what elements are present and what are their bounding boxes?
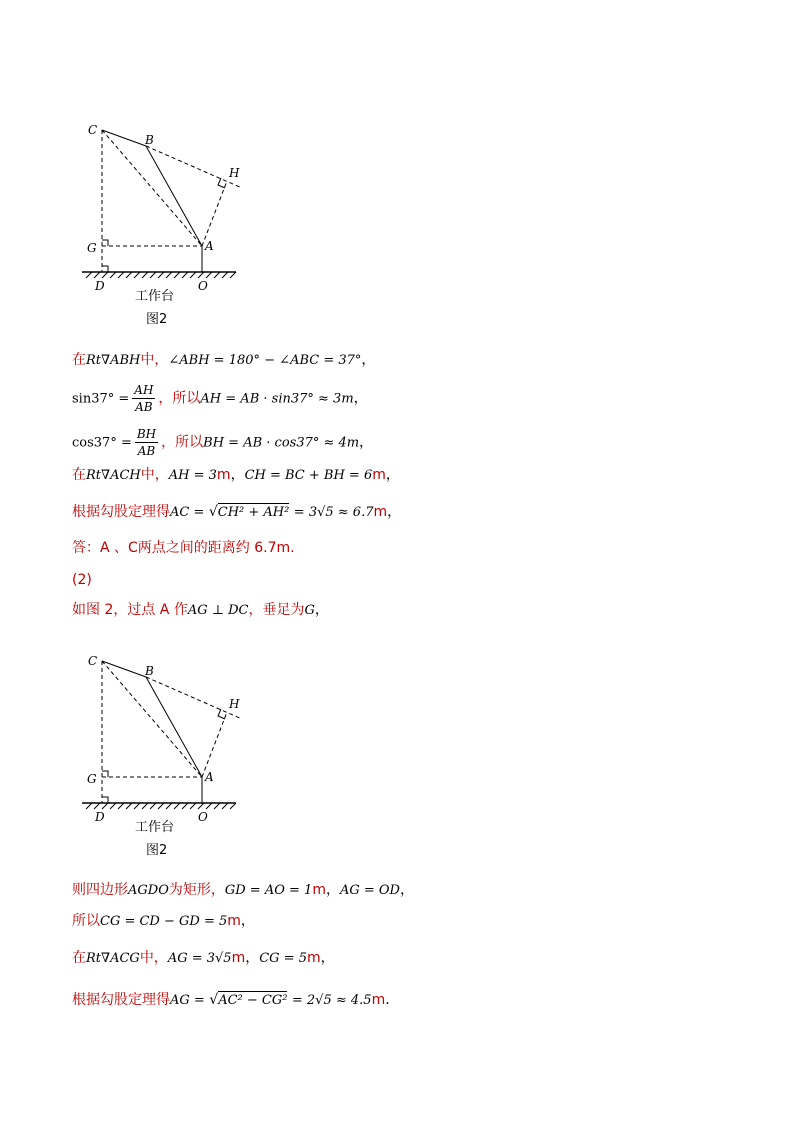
label-a: A [205, 770, 214, 784]
solution-line-3: cos37° = $\frac{BH}{AB}$ ，所以BH = AB · cos37° ≈ 4m， [72, 427, 374, 458]
label-o: O [198, 279, 208, 293]
part2-line-3: 所以CG = CD − GD = 5m， [72, 913, 255, 929]
part-2-header: (2) [72, 572, 92, 588]
answer-line: 答：A 、C两点之间的距离约 6.7m. [72, 540, 295, 556]
label-g: G [87, 772, 97, 786]
segment-bh [146, 146, 242, 188]
part2-line-4: 在Rt∇ACG中，AG = 3√5m，CG = 5m， [72, 950, 335, 966]
label-g: G [87, 241, 97, 255]
label-o: O [198, 810, 208, 824]
geometry-diagram-1 [60, 118, 260, 328]
label-d: D [95, 279, 105, 293]
platform-label: 工作台 [135, 289, 175, 304]
label-c: C [88, 123, 98, 137]
hatched-ground [82, 272, 236, 278]
solution-line-4: 在Rt∇ACH中，AH = 3m，CH = BC + BH = 6m， [72, 467, 400, 483]
segment-ca [102, 661, 202, 777]
right-angle-g [102, 240, 108, 246]
segment-ah [202, 712, 227, 777]
solution-line-1: 在Rt∇ABH中，∠ABH = 180° − ∠ABC = 37°， [72, 352, 376, 368]
label-b: B [145, 664, 154, 678]
part2-line-2: 则四边形AGDO为矩形，GD = AO = 1m，AG = OD， [72, 882, 414, 898]
right-angle-h [218, 709, 225, 719]
right-angle-h [218, 178, 225, 188]
segment-ca [102, 130, 202, 246]
part2-line-1: 如图 2，过点 A 作AG ⊥ DC，垂足为G， [72, 602, 329, 618]
geometry-diagram-2 [60, 649, 260, 859]
hatched-ground [82, 803, 236, 809]
right-angle-d [102, 797, 108, 803]
right-angle-g [102, 771, 108, 777]
figure-2 [60, 649, 260, 859]
fraction-ah-ab: $\frac{AH}{AB}$ [134, 383, 154, 414]
part2-line-5: 根据勾股定理得AG = √AC² − CG² = 2√5 ≈ 4.5m. [72, 992, 390, 1008]
label-c: C [88, 654, 98, 668]
segment-bh [146, 677, 242, 719]
segment-ba [146, 146, 202, 246]
figure-caption: 图2 [146, 843, 168, 858]
solution-line-2: sin37° = $\frac{AH}{AB}$ ，所以AH = AB · sin37° ≈ 3m， [72, 383, 368, 414]
label-d: D [95, 810, 105, 824]
label-a: A [205, 239, 214, 253]
solution-line-5: 根据勾股定理得AC = √CH² + AH² = 3√5 ≈ 6.7m， [72, 504, 402, 520]
platform-label: 工作台 [135, 820, 175, 835]
segment-ah [202, 181, 227, 246]
fraction-bh-ab: $\frac{BH}{AB}$ [136, 427, 157, 458]
figure-caption: 图2 [146, 312, 168, 327]
label-b: B [145, 133, 154, 147]
label-h: H [229, 166, 240, 180]
segment-ba [146, 677, 202, 777]
figure-1 [60, 118, 260, 328]
right-angle-d [102, 266, 108, 272]
label-h: H [229, 697, 240, 711]
